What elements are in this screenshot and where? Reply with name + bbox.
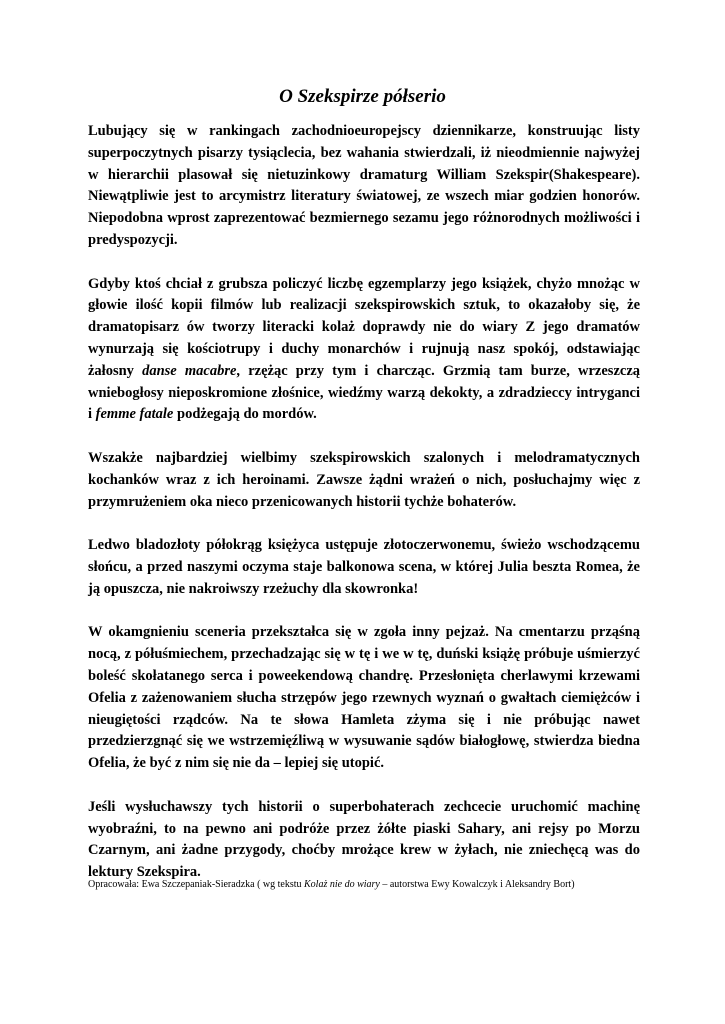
paragraph-2-italic-danse-macabre: danse macabre bbox=[142, 362, 237, 379]
document-footer bbox=[88, 878, 688, 891]
document-title: O Szekspirze półserio bbox=[279, 86, 446, 107]
paragraph-2-text-c: podżegają do mordów. bbox=[173, 406, 317, 423]
paragraph-2 bbox=[88, 274, 640, 427]
footer-suffix: – autorstwa Ewy Kowalczyk i Aleksandry Bort) bbox=[379, 879, 575, 890]
paragraph-4: Ledwo bladozłoty półokrąg księżyca ustępuje złotoczerwonemu, świeżo wschodzącemu słońcu, a przed naszymi oczyma staje balkonowa scena, w której Julia beszta Romea, że ją opuszcza, nie nakroiwszy rzeżuchy dla skowronka! bbox=[88, 537, 640, 597]
document-body bbox=[88, 121, 640, 884]
paragraph-6: Jeśli wysłuchawszy tych historii o superbohaterach zechcecie uruchomić machinę wyobraźni, to na pewno ani podróże przez żółte piaski Sahary, ani rejsy po Morzu Czarnym, ani żadne przygody, choćby mrożące krew w żyłach, nie zniechęcą was do lektury Szekspira. bbox=[88, 798, 640, 881]
paragraph-1: Lubujący się w rankingach zachodnioeuropejscy dziennikarze, konstruując listy superpoczytnych pisarzy tysiąclecia, bez wahania stwierdzali, iż nieodmiennie najwyżej w hierarchii plasował się nietuzinkowy dramaturg William Szekspir(Shakespeare). Niewątpliwie jest to arcymistrz literatury światowej, ze wszech miar godzien honorów. Niepodobna wprost zaprezentować bezmiernego sezamu jego różnorodnych możliwości i predyspozycji. bbox=[88, 123, 640, 248]
paragraph-gap bbox=[88, 513, 640, 535]
paragraph-2-text-b: , rzężąc przy tym i charcząc. Grzmią tam burze, wrzeszczą wniebogłosy nieposkromione złośnice, wiedźmy warzą dekokty, a zdradzieccy intryganci i bbox=[88, 362, 641, 423]
paragraph-gap bbox=[88, 252, 640, 274]
paragraph-gap bbox=[88, 426, 640, 448]
paragraph-5: W okamgnieniu sceneria przekształca się w zgoła inny pejzaż. Na cmentarzu prząśną nocą, z półuśmiechem, przechadzając się w tę i we w tę, duński książę próbuje uśmierzyć boleść skołatanego serca i poweekendową chandrę. Przesłonięta cherlawymi krzewami Ofelia z zażenowaniem słucha strzępów jego rzewnych wyznań o gwałtach ciemiężców i nieugiętości rządców. Na te słowa Hamleta zżyma się i nie próbując nawet przedzierzgnąć się we wstrzemięźliwą w wysuwanie sądów białogłowę, stwierdza biedna Ofelia, że być z nim się nie da – lepiej się utopić. bbox=[88, 624, 640, 772]
footer-prefix: Opracowała: Ewa Szczepaniak-Sieradzka ( wg tekstu bbox=[88, 879, 305, 890]
paragraph-2-text-a: Gdyby ktoś chciał z grubsza policzyć liczbę egzemplarzy jego książek, chyżo mnożąc w głowie ilość kopii filmów lub realizacji szekspirowskich sztuk, to okazałoby się, że dramatopisarz ów tworzy literacki kolaż doprawdy nie do wiary Z jego dramatów wynurzają się kościotrupy i duchy monarchów i rujnują nasz spokój, odstawiając żałosny bbox=[88, 275, 640, 379]
footer-book-title: Kolaż nie do wiary bbox=[304, 879, 380, 890]
paragraph-gap bbox=[88, 601, 640, 623]
paragraph-gap bbox=[88, 775, 640, 797]
paragraph-2-italic-femme-fatale: femme fatale bbox=[95, 406, 174, 423]
paragraph-3: Wszakże najbardziej wielbimy szekspirowskich szalonych i melodramatycznych kochanków wraz z ich heroinami. Zawsze żądni wrażeń o nich, posłuchajmy więc z przymrużeniem oka nieco przenicowanych historii tychże bohaterów. bbox=[88, 449, 640, 510]
